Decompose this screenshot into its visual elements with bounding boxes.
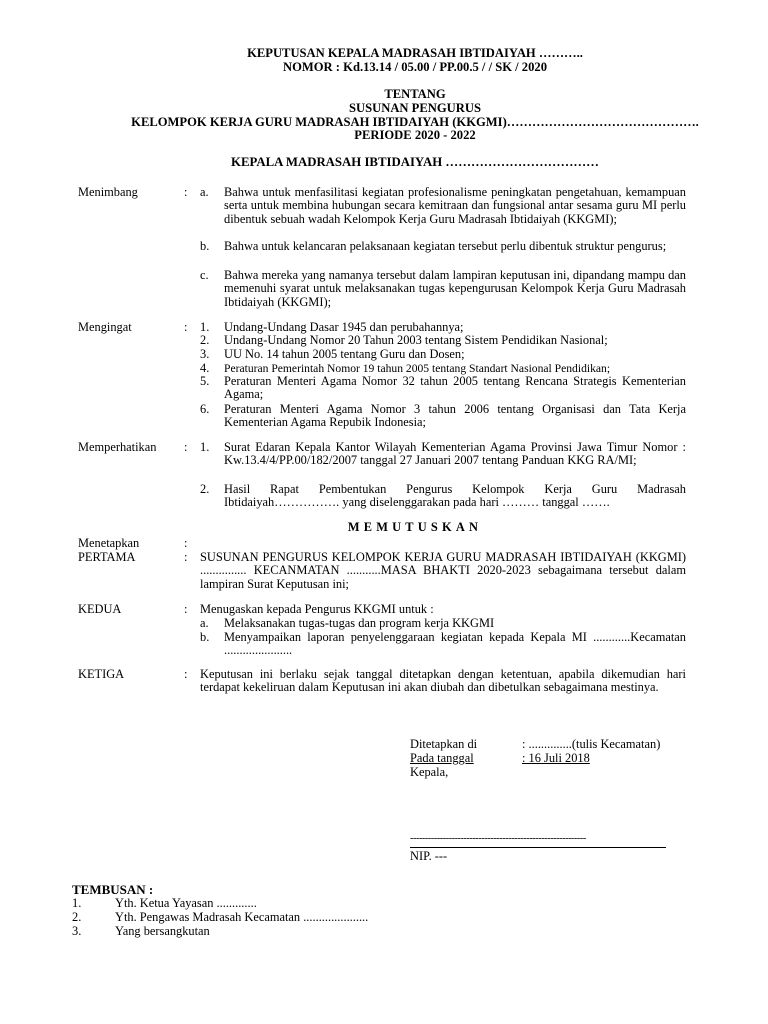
colon: : <box>184 440 188 454</box>
document-number: NOMOR : Kd.13.14 / 05.00 / PP.00.5 / / SK / 2020 <box>282 60 547 74</box>
list-marker: a. <box>200 616 209 630</box>
kedua-intro: Menugaskan kepada Pengurus KKGMI untuk : <box>200 602 434 616</box>
tembusan-heading: TEMBUSAN : <box>72 882 154 897</box>
ditetapkan-label: Ditetapkan di <box>410 737 478 751</box>
mengingat-label: Mengingat <box>78 320 132 334</box>
tanggal-value: : 16 Juli 2018 <box>522 751 590 765</box>
mengingat-item-2: Undang-Undang Nomor 20 Tahun 2003 tentang Sistem Pendidikan Nasional; <box>224 333 608 347</box>
colon: : <box>184 550 188 564</box>
memperhatikan-item-2: Hasil Rapat Pembentukan Pengurus Kelompok Kerja Guru Madrasah Ibtidaiyah……………. yang diselenggarakan pada hari ……… tanggal ……. <box>224 482 686 510</box>
menimbang-label: Menimbang <box>78 185 138 199</box>
list-marker: c. <box>200 268 209 282</box>
list-marker: b. <box>200 239 210 253</box>
pertama-label: PERTAMA <box>78 550 136 564</box>
mengingat-item-3: UU No. 14 tahun 2005 tentang Guru dan Dosen; <box>224 347 465 361</box>
ketiga-text: Keputusan ini berlaku sejak tanggal ditetapkan dengan ketentuan, apabila dikemudian hari terdapat kekeliruan dalam Keputusan ini akan diubah dan dibetulkan sebagaimana mestinya. <box>200 667 686 695</box>
menimbang-item-c: Bahwa mereka yang namanya tersebut dalam lampiran keputusan ini, dipandang mampu dan memenuhi syarat untuk melaksanakan tugas kepengurusan Kelompok Kerja Guru Madrasah Ibtidaiyah (KKGMI); <box>224 268 686 309</box>
pertama-text: SUSUNAN PENGURUS KELOMPOK KERJA GURU MADRASAH IBTIDAIYAH (KKGMI) ............... KECANMATAN ...........MASA BHAKTI 2020-2023 sebagaimana tersebut dalam lampiran Surat Keputusan ini; <box>200 550 686 591</box>
list-marker: b. <box>200 630 210 644</box>
list-marker: 2. <box>200 333 210 347</box>
signature-line <box>410 847 666 848</box>
document-title: KEPUTUSAN KEPALA MADRASAH IBTIDAIYAH ……….. <box>247 46 583 60</box>
tembusan-item-3: Yang bersangkutan <box>115 924 210 938</box>
ketiga-label: KETIGA <box>78 667 125 681</box>
mengingat-item-6: Peraturan Menteri Agama Nomor 3 tahun 2006 tentang Organisasi dan Tata Kerja Kementerian Agama Repubik Indonesia; <box>224 402 686 430</box>
tembusan-item-1: Yth. Ketua Yayasan ............. <box>115 896 257 910</box>
mengingat-item-5: Peraturan Menteri Agama Nomor 32 tahun 2005 tentang Rencana Strategis Kementerian Agama; <box>224 374 686 402</box>
memutuskan-heading: MEMUTUSKAN <box>347 520 483 534</box>
list-marker: 1. <box>200 440 210 454</box>
period-line: PERIODE 2020 - 2022 <box>354 128 476 142</box>
list-marker: 2. <box>200 482 210 496</box>
colon: : <box>184 185 188 199</box>
kedua-item-a: Melaksanakan tugas-tugas dan program kerja KKGMI <box>224 616 495 630</box>
subject-line-1: SUSUNAN PENGURUS <box>349 101 481 115</box>
colon: : <box>184 536 188 550</box>
ditetapkan-value: : ..............(tulis Kecamatan) <box>522 737 661 751</box>
list-marker: 1. <box>200 320 210 334</box>
tentang-heading: TENTANG <box>384 87 446 101</box>
signature-dashes: ----------------------------------------------------------- <box>410 833 586 844</box>
list-marker: 6. <box>200 402 210 416</box>
menetapkan-label: Menetapkan <box>78 536 140 550</box>
tembusan-number: 1. <box>72 896 82 910</box>
memperhatikan-item-1: Surat Edaran Kepala Kantor Wilayah Kementerian Agama Provinsi Jawa Timur Nomor : Kw.13.4/4/PP.00/182/2007 tanggal 27 Januari 2007 tentang Panduan KKG RA/MI; <box>224 440 686 468</box>
tembusan-number: 3. <box>72 924 82 938</box>
issuer-heading: KEPALA MADRASAH IBTIDAIYAH ……………………………… <box>231 155 599 169</box>
subject-line-2: KELOMPOK KERJA GURU MADRASAH IBTIDAIYAH (KKGMI)………………………………………. <box>131 115 699 129</box>
colon: : <box>184 602 188 616</box>
tembusan-number: 2. <box>72 910 82 924</box>
tanggal-label: Pada tanggal <box>410 751 474 765</box>
kepala-label: Kepala, <box>410 765 449 779</box>
list-marker: 3. <box>200 347 210 361</box>
list-marker: 4. <box>200 361 210 375</box>
memperhatikan-label: Memperhatikan <box>78 440 157 454</box>
colon: : <box>184 667 188 681</box>
menimbang-item-b: Bahwa untuk kelancaran pelaksanaan kegiatan tersebut perlu dibentuk struktur pengurus; <box>224 239 667 253</box>
tembusan-item-2: Yth. Pengawas Madrasah Kecamatan ..................... <box>115 910 369 924</box>
colon: : <box>184 320 188 334</box>
kedua-item-b: Menyampaikan laporan penyelenggaraan kegiatan kepada Kepala MI ............Kecamatan ...................... <box>224 630 686 658</box>
mengingat-item-1: Undang-Undang Dasar 1945 dan perubahannya; <box>224 320 464 334</box>
list-marker: a. <box>200 185 209 199</box>
menimbang-item-a: Bahwa untuk menfasilitasi kegiatan profesionalisme peningkatan pengetahuan, kemampuan serta untuk membina hubungan secara kemitraan dan fungsional antar sesama guru MI perlu dibentuk sebuah wadah Kelompok Kerja Guru Madrasah Ibtidaiyah (KKGMI); <box>224 185 686 226</box>
kedua-label: KEDUA <box>78 602 122 616</box>
list-marker: 5. <box>200 374 210 388</box>
mengingat-item-4: Peraturan Pemerintah Nomor 19 tahun 2005 tentang Standart Nasional Pendidikan; <box>224 362 611 375</box>
nip-label: NIP. --- <box>410 849 448 863</box>
